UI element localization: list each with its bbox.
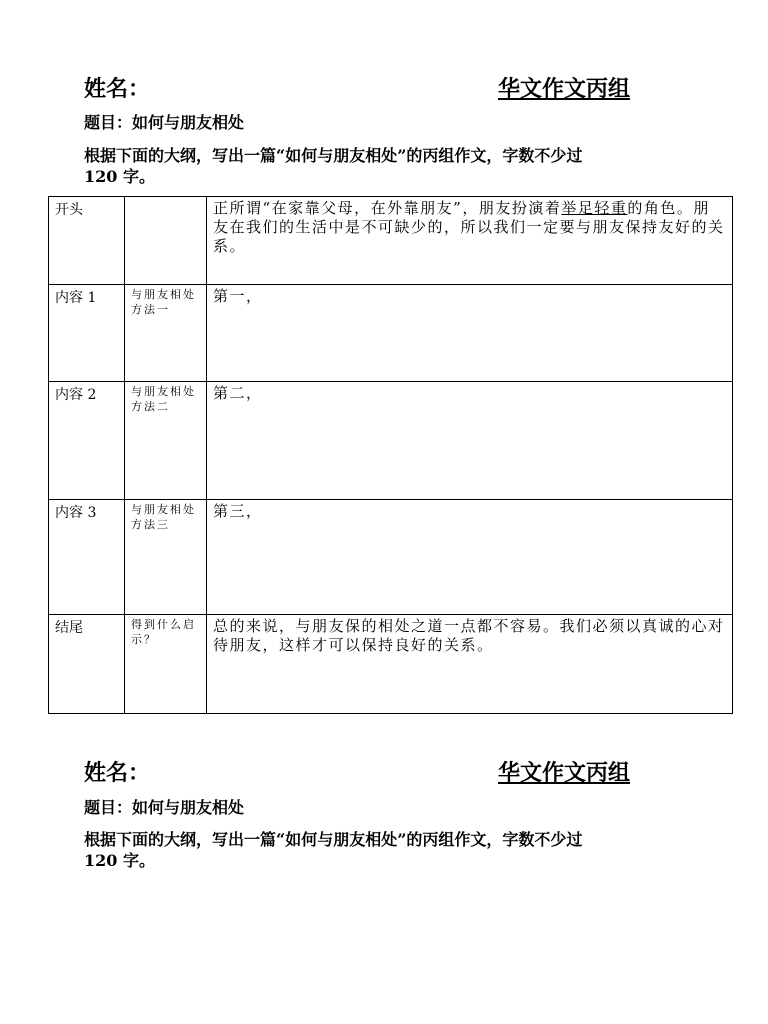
table-row xyxy=(49,382,733,500)
instruction-line-1: 根据下面的大纲，写出一篇“如何与朋友相处”的丙组作文，字数不少过 xyxy=(84,830,583,849)
row-text: 第二， xyxy=(207,382,733,500)
instruction-line-2: 120 字。 xyxy=(84,851,155,870)
table-row xyxy=(49,615,733,714)
table-row xyxy=(49,285,733,382)
name-label: 姓名： xyxy=(84,760,151,786)
row-sub xyxy=(125,197,207,285)
section2-header xyxy=(84,756,684,790)
row-text: 第一， xyxy=(207,285,733,382)
name-label: 姓名： xyxy=(84,76,151,102)
row-label: 内容 2 xyxy=(49,382,125,500)
instruction-line-1: 根据下面的大纲，写出一篇“如何与朋友相处”的丙组作文，字数不少过 xyxy=(84,146,583,165)
row-sub: 与朋友相处方法二 xyxy=(125,382,207,500)
underlined-phrase: 举足轻重 xyxy=(561,199,628,217)
row-text: 第三， xyxy=(207,500,733,615)
section1-header xyxy=(84,72,684,106)
row-sub: 与朋友相处方法三 xyxy=(125,500,207,615)
row-text xyxy=(207,197,733,285)
outline-table xyxy=(48,196,733,714)
row-label: 内容 3 xyxy=(49,500,125,615)
group-label: 华文作文丙组 xyxy=(498,76,631,102)
text-after: 的角色。朋友在我们的生活中是不可缺少的，所以我们一定要与朋友保持友好的关系。 xyxy=(213,199,725,255)
table-row xyxy=(49,197,733,285)
topic-title: 题目：如何与朋友相处 xyxy=(84,113,245,132)
row-text: 总的来说，与朋友保的相处之道一点都不容易。我们必须以真诚的心对待朋友，这样才可以保持良好的关系。 xyxy=(207,615,733,714)
row-sub: 与朋友相处方法一 xyxy=(125,285,207,382)
text-before: 正所谓“在家靠父母，在外靠朋友”，朋友扮演着 xyxy=(213,199,562,217)
instruction xyxy=(84,145,714,187)
table-row xyxy=(49,500,733,615)
group-label: 华文作文丙组 xyxy=(498,760,631,786)
row-label: 结尾 xyxy=(49,615,125,714)
topic-title: 题目：如何与朋友相处 xyxy=(84,798,245,817)
row-sub: 得到什么启示？ xyxy=(125,615,207,714)
instruction xyxy=(84,829,714,871)
row-label: 开头 xyxy=(49,197,125,285)
instruction-line-2: 120 字。 xyxy=(84,167,155,186)
row-label: 内容 1 xyxy=(49,285,125,382)
